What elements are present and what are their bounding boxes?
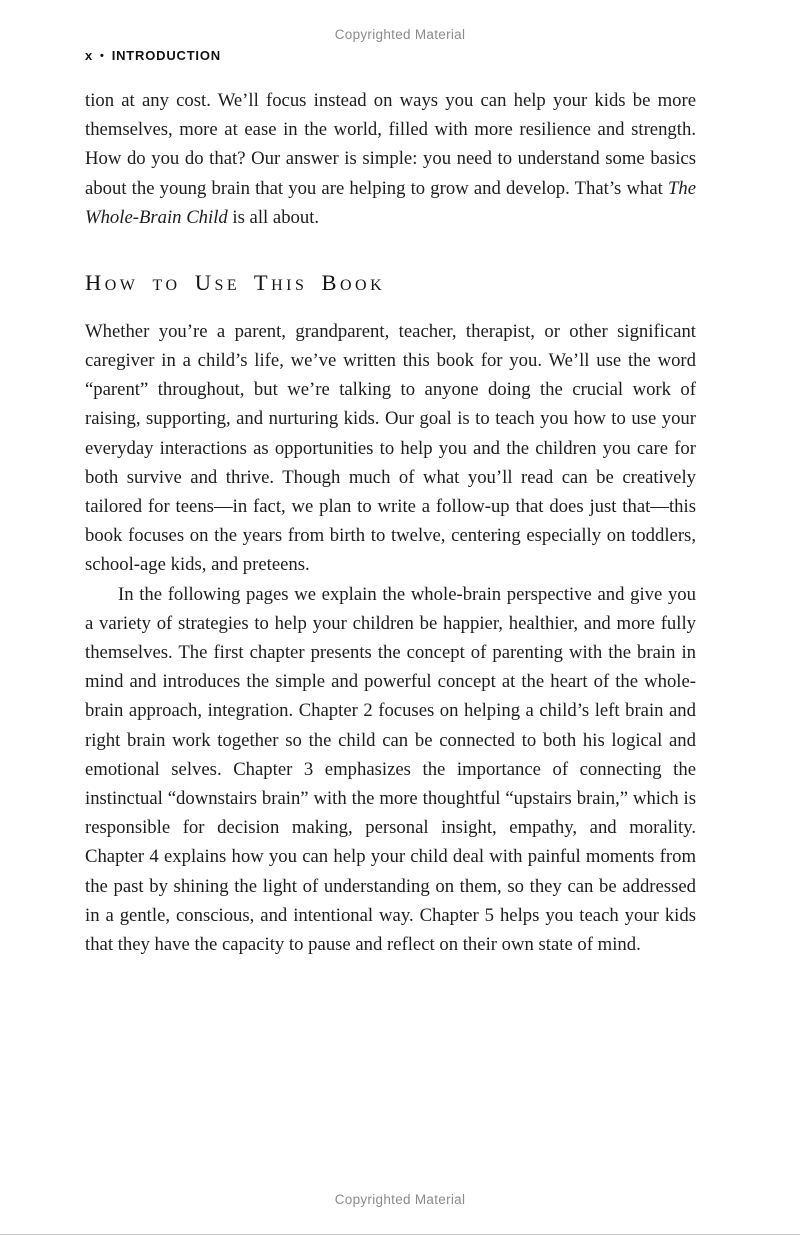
paragraph-continuation xyxy=(85,86,696,232)
paragraph-text: tion at any cost. We’ll focus instead on ways you can help your kids be more themselves, more at ease in the world, filled with more resilience and strength. How do you do that? Our answer is simple: you need to understand some basics about the young brain that you are helping to grow and develop. That’s what xyxy=(85,90,696,199)
chapter-title: INTRODUCTION xyxy=(111,48,221,63)
header-separator: • xyxy=(100,50,105,62)
copyright-notice-top: Copyrighted Material xyxy=(334,27,466,42)
page-body xyxy=(85,86,696,959)
section-heading: How to Use This Book xyxy=(85,270,386,296)
paragraph-text: is all about. xyxy=(227,206,320,228)
running-header xyxy=(85,48,221,63)
page-number: x xyxy=(85,48,94,63)
paragraph: In the following pages we explain the whole-brain perspective and give you a variety of strategies to help your children be happier, healthier, and more fully themselves. The first chapter presents the concept of parenting with the brain in mind and introduces the simple and powerful concept at the heart of the whole-brain approach, integration. Chapter 2 focuses on helping a child’s left brain and right brain work together so the child can be connected to both his logical and emotional selves. Chapter 3 emphasizes the importance of connecting the instinctual “downstairs brain” with the more thoughtful “upstairs brain,” which is responsible for decision making, personal insight, empathy, and morality. Chapter 4 explains how you can help your child deal with painful moments from the past by shining the light of understanding on them, so they can be addressed in a gentle, conscious, and intentional way. Chapter 5 helps you teach your kids that they have the capacity to pause and reflect on their own state of mind. xyxy=(85,583,696,956)
book-title-italic: The Whole-Brain Child xyxy=(85,177,696,228)
copyright-notice-bottom: Copyrighted Material xyxy=(334,1192,466,1207)
paragraph: Whether you’re a parent, grandparent, teacher, therapist, or other significant caregiver in a child’s life, we’ve written this book for you. We’ll use the word “parent” throughout, but we’re talking to anyone doing the crucial work of raising, supporting, and nurturing kids. Our goal is to teach you how to use your everyday interactions as opportunities to help you and the children you care for both survive and thrive. Though much of what you’ll read can be creatively tailored for teens—in fact, we plan to write a follow-up that does just that—this book focuses on the years from birth to twelve, centering especially on toddlers, school-age kids, and preteens. xyxy=(85,320,696,576)
